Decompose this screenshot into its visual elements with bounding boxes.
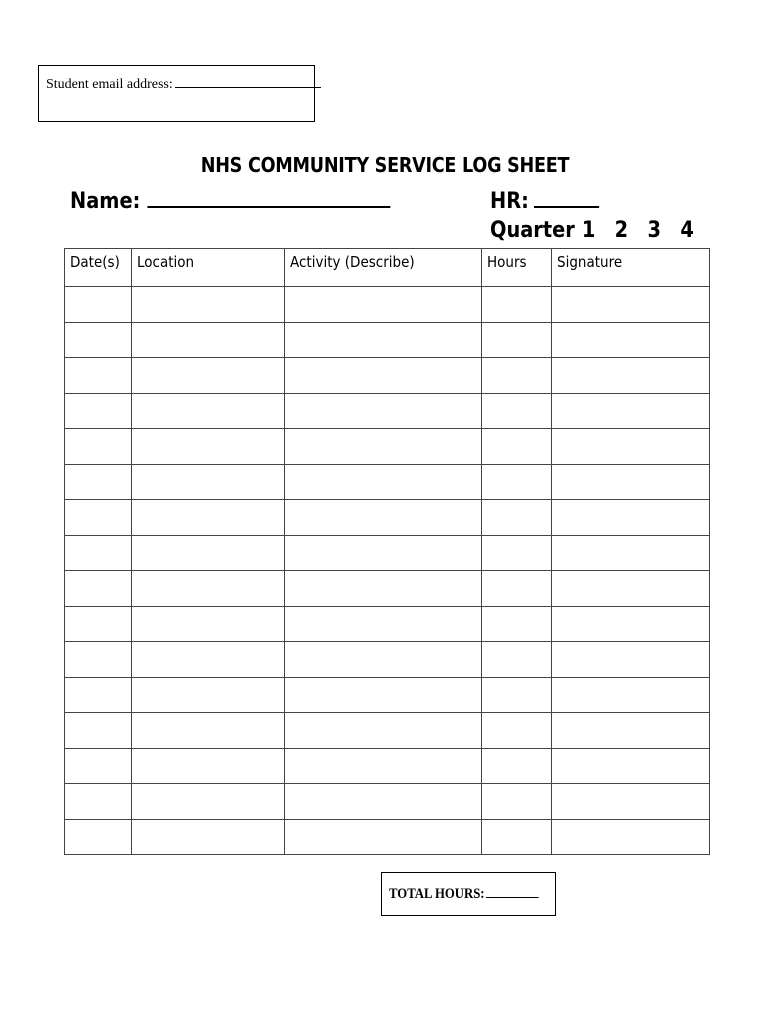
hours-cell[interactable]	[482, 464, 552, 500]
location-cell[interactable]	[132, 571, 285, 607]
table-row	[65, 571, 710, 607]
total-hours-blank[interactable]	[486, 885, 539, 898]
signature-cell[interactable]	[552, 713, 710, 749]
hours-cell[interactable]	[482, 393, 552, 429]
name-label: Name:	[70, 189, 141, 214]
location-cell[interactable]	[132, 642, 285, 678]
activity-cell[interactable]	[285, 322, 482, 358]
date-cell[interactable]	[65, 535, 132, 571]
location-cell[interactable]	[132, 358, 285, 394]
table-row	[65, 287, 710, 323]
activity-cell[interactable]	[285, 464, 482, 500]
quarter-selector	[490, 218, 694, 243]
quarter-option-3[interactable]: 3	[647, 218, 661, 243]
table-row	[65, 713, 710, 749]
hours-cell[interactable]	[482, 535, 552, 571]
date-cell[interactable]	[65, 819, 132, 855]
table-row	[65, 606, 710, 642]
quarter-label: Quarter	[490, 218, 575, 243]
location-cell[interactable]	[132, 287, 285, 323]
header-dates: Date(s)	[65, 249, 132, 287]
signature-cell[interactable]	[552, 535, 710, 571]
signature-cell[interactable]	[552, 748, 710, 784]
signature-cell[interactable]	[552, 464, 710, 500]
location-cell[interactable]	[132, 606, 285, 642]
activity-cell[interactable]	[285, 535, 482, 571]
hours-cell[interactable]	[482, 677, 552, 713]
table-row	[65, 748, 710, 784]
location-cell[interactable]	[132, 535, 285, 571]
hours-cell[interactable]	[482, 287, 552, 323]
date-cell[interactable]	[65, 358, 132, 394]
table-row	[65, 358, 710, 394]
date-cell[interactable]	[65, 322, 132, 358]
signature-cell[interactable]	[552, 287, 710, 323]
hours-cell[interactable]	[482, 429, 552, 465]
activity-cell[interactable]	[285, 784, 482, 820]
date-cell[interactable]	[65, 500, 132, 536]
location-cell[interactable]	[132, 677, 285, 713]
activity-cell[interactable]	[285, 713, 482, 749]
hr-blank[interactable]	[534, 186, 599, 208]
signature-cell[interactable]	[552, 606, 710, 642]
date-cell[interactable]	[65, 393, 132, 429]
name-blank[interactable]	[147, 186, 390, 208]
table-row	[65, 393, 710, 429]
hours-cell[interactable]	[482, 500, 552, 536]
table-row	[65, 500, 710, 536]
quarter-option-1[interactable]: 1	[581, 218, 596, 243]
date-cell[interactable]	[65, 642, 132, 678]
total-hours-label: TOTAL HOURS:	[389, 886, 485, 902]
hours-cell[interactable]	[482, 571, 552, 607]
date-cell[interactable]	[65, 784, 132, 820]
activity-cell[interactable]	[285, 606, 482, 642]
date-cell[interactable]	[65, 748, 132, 784]
table-row	[65, 784, 710, 820]
activity-cell[interactable]	[285, 748, 482, 784]
table-row	[65, 464, 710, 500]
location-cell[interactable]	[132, 748, 285, 784]
table-row	[65, 429, 710, 465]
activity-cell[interactable]	[285, 642, 482, 678]
table-row	[65, 322, 710, 358]
page-title: NHS COMMUNITY SERVICE LOG SHEET	[200, 153, 570, 177]
hours-cell[interactable]	[482, 819, 552, 855]
hours-cell[interactable]	[482, 784, 552, 820]
date-cell[interactable]	[65, 571, 132, 607]
date-cell[interactable]	[65, 464, 132, 500]
signature-cell[interactable]	[552, 819, 710, 855]
activity-cell[interactable]	[285, 429, 482, 465]
quarter-option-2[interactable]: 2	[614, 218, 629, 243]
hours-cell[interactable]	[482, 748, 552, 784]
activity-cell[interactable]	[285, 677, 482, 713]
signature-cell[interactable]	[552, 429, 710, 465]
location-cell[interactable]	[132, 322, 285, 358]
location-cell[interactable]	[132, 784, 285, 820]
hours-cell[interactable]	[482, 606, 552, 642]
table-row	[65, 819, 710, 855]
hr-field	[490, 186, 599, 214]
student-email-label: Student email address:	[46, 77, 173, 92]
signature-cell[interactable]	[552, 322, 710, 358]
name-field	[70, 186, 390, 214]
location-cell[interactable]	[132, 713, 285, 749]
activity-cell[interactable]	[285, 358, 482, 394]
location-cell[interactable]	[132, 429, 285, 465]
hours-cell[interactable]	[482, 358, 552, 394]
hours-cell[interactable]	[482, 642, 552, 678]
activity-cell[interactable]	[285, 500, 482, 536]
table-row	[65, 535, 710, 571]
activity-cell[interactable]	[285, 571, 482, 607]
activity-cell[interactable]	[285, 393, 482, 429]
hr-label: HR:	[490, 189, 529, 214]
header-location: Location	[132, 249, 285, 287]
date-cell[interactable]	[65, 429, 132, 465]
activity-cell[interactable]	[285, 287, 482, 323]
hours-cell[interactable]	[482, 322, 552, 358]
signature-cell[interactable]	[552, 784, 710, 820]
hours-cell[interactable]	[482, 713, 552, 749]
signature-cell[interactable]	[552, 571, 710, 607]
service-log-table	[64, 248, 710, 855]
location-cell[interactable]	[132, 819, 285, 855]
student-email-blank[interactable]	[175, 75, 321, 88]
date-cell[interactable]	[65, 677, 132, 713]
date-cell[interactable]	[65, 713, 132, 749]
signature-cell[interactable]	[552, 500, 710, 536]
table-header-row	[65, 249, 710, 287]
date-cell[interactable]	[65, 287, 132, 323]
quarter-option-4[interactable]: 4	[680, 218, 694, 243]
signature-cell[interactable]	[552, 358, 710, 394]
activity-cell[interactable]	[285, 819, 482, 855]
total-hours-box	[381, 872, 556, 916]
signature-cell[interactable]	[552, 677, 710, 713]
signature-cell[interactable]	[552, 642, 710, 678]
header-activity: Activity (Describe)	[285, 249, 482, 287]
header-signature: Signature	[552, 249, 710, 287]
location-cell[interactable]	[132, 393, 285, 429]
location-cell[interactable]	[132, 464, 285, 500]
table-row	[65, 642, 710, 678]
location-cell[interactable]	[132, 500, 285, 536]
header-hours: Hours	[482, 249, 552, 287]
signature-cell[interactable]	[552, 393, 710, 429]
table-row	[65, 677, 710, 713]
date-cell[interactable]	[65, 606, 132, 642]
student-email-box	[38, 65, 315, 122]
